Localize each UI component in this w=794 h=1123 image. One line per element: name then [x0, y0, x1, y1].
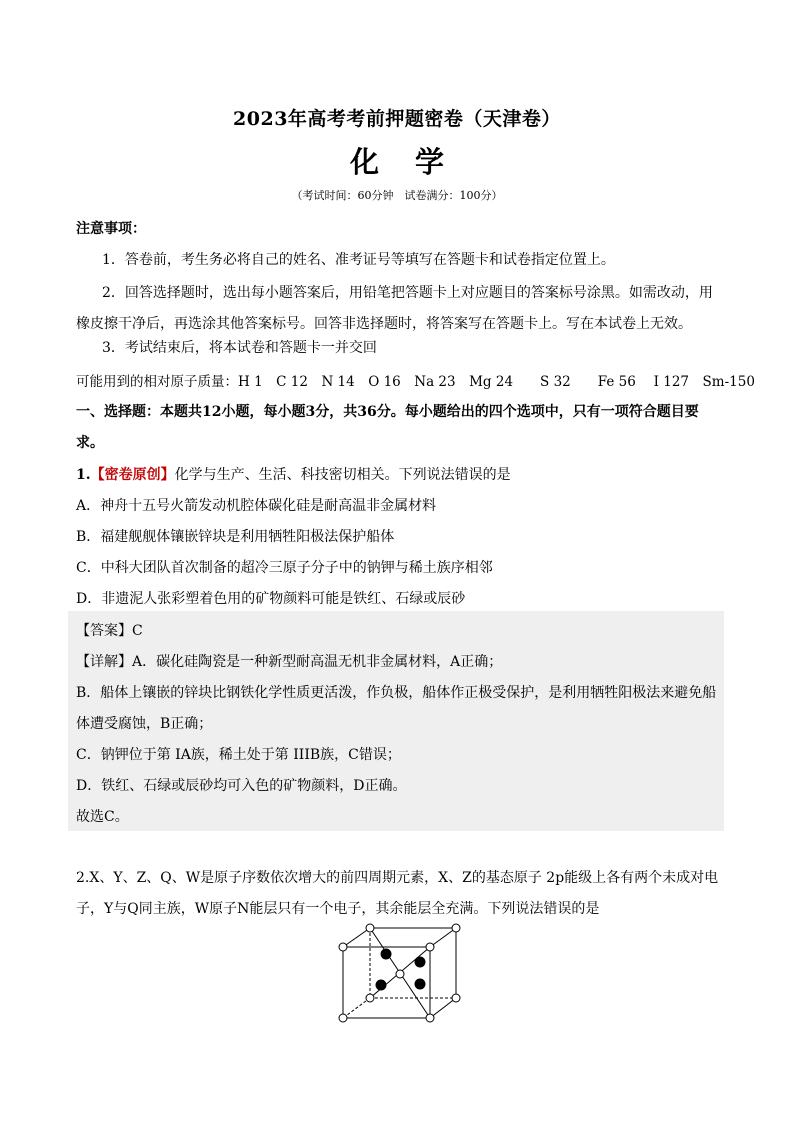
notes-heading: 注意事项： [76, 221, 146, 237]
detail-line: B．船体上镶嵌的锌块比钢铁化学性质更活泼，作负极，船体作正极受保护，是利用牺牲阳极法来避免船 [76, 685, 717, 701]
detail-line: 体遭受腐蚀，B正确； [76, 716, 213, 732]
section-heading: 一、选择题：本题共12小题，每小题3分，共36分。每小题给出的四个选项中，只有一项符合题目要 [76, 404, 699, 420]
note-item: 1．答卷前，考生务必将自己的姓名、准考证号等填写在答题卡和试卷指定位置上。 [102, 252, 615, 268]
detail-line: 【详解】A．碳化硅陶瓷是一种新型耐高温无机非金属材料，A正确； [76, 654, 503, 670]
detail-line: 故选C。 [76, 809, 129, 825]
original-tag: 【密卷原创】 [90, 467, 175, 483]
note-item: 橡皮擦干净后，再选涂其他答案标号。回答非选择题时，将答案写在答题卡上。写在本试卷上无效。 [76, 316, 692, 332]
option-c: C．中科大团队首次制备的超冷三原子分子中的钠钾与稀土族序相邻 [76, 560, 493, 576]
question-1-stem [76, 464, 511, 484]
option-b: B．福建舰舰体镶嵌锌块是利用牺牲阳极法保护船体 [76, 529, 395, 545]
exam-title: 2023年高考考前押题密卷（天津卷） [233, 108, 561, 130]
crystal-cell-diagram [336, 922, 466, 1026]
note-item: 3．考试结束后，将本试卷和答题卡一并交回 [102, 340, 377, 356]
answer: 【答案】C [76, 623, 143, 639]
note-item: 2．回答选择题时，选出每小题答案后，用铅笔把答题卡上对应题目的答案标号涂黑。如需改动，用 [102, 285, 713, 301]
option-a: A．神舟十五号火箭发动机腔体碳化硅是耐高温非金属材料 [76, 498, 437, 514]
subject-title: 化学 [349, 145, 480, 179]
section-heading-cont: 求。 [76, 435, 104, 451]
detail-line: D．铁红、石绿或辰砂均可入色的矿物颜料，D正确。 [76, 778, 407, 794]
option-d: D．非遗泥人张彩塑着色用的矿物颜料可能是铁红、石绿或辰砂 [76, 591, 466, 607]
atomic-masses: 可能用到的相对原子质量：H 1 C 12 N 14 O 16 Na 23 Mg 24 S 32 Fe 56 I 127 Sm-150 [76, 374, 755, 390]
question-2-stem-cont: 子，Y与Q同主族，W原子N能层只有一个电子，其余能层全充满。下列说法错误的是 [76, 901, 600, 917]
question-2-stem: 2.X、Y、Z、Q、W是原子序数依次增大的前四周期元素，X、Z的基态原子 2p能级上各有两个未成对电 [76, 870, 719, 886]
exam-info: （考试时间：60分钟 试卷满分：100分） [291, 189, 503, 202]
detail-line: C．钠钾位于第 IA族，稀土处于第 IIIB族，C错误； [76, 747, 401, 763]
question-number: 1. [76, 467, 91, 483]
question-text: 化学与生产、生活、科技密切相关。下列说法错误的是 [174, 467, 511, 483]
